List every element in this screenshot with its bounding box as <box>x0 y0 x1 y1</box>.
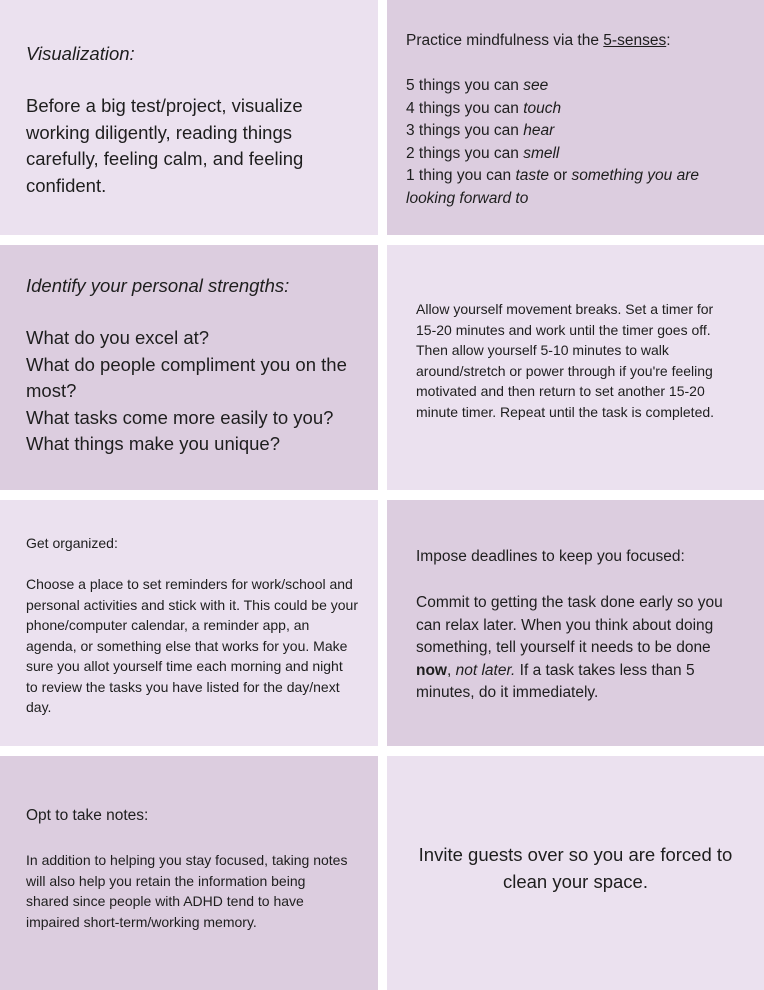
card-five-senses <box>387 0 764 235</box>
strength-question: What tasks come more easily to you? <box>26 406 334 428</box>
strength-question: What do you excel at? <box>26 327 210 348</box>
senses-list <box>406 75 752 210</box>
strength-question: What things make you unique? <box>26 433 281 454</box>
senses-item: 1 thing you can taste or something you are looking forward to <box>406 167 699 207</box>
notes-heading: Opt to take notes: <box>26 807 149 824</box>
senses-item: 4 things you can touch <box>406 99 562 117</box>
deadlines-heading: Impose deadlines to keep you focused: <box>416 548 685 565</box>
card-invite-guests <box>387 756 764 990</box>
five-senses-link: 5-senses <box>603 32 667 49</box>
guests-body: Invite guests over so you are forced to clean your space. <box>418 844 733 892</box>
card-movement-breaks <box>387 245 764 490</box>
notes-body: In addition to helping you stay focused, taking notes will also help you retain the information being shared since people with ADHD tend to have impaired short-term/working memory. <box>26 852 348 930</box>
visualization-heading: Visualization: <box>26 43 135 64</box>
senses-item: 5 things you can see <box>406 77 549 94</box>
emphasis-now: now <box>416 661 447 679</box>
organized-heading: Get organized: <box>26 535 118 551</box>
movement-body: Allow yourself movement breaks. Set a timer for 15-20 minutes and work until the timer goes off. Then allow yourself 5-10 minutes to walk around/stretch or power through if you're feeling motivated and then return to set another 15-20 minute timer. Repeat until the task is completed. <box>416 301 715 420</box>
card-deadlines <box>387 500 764 746</box>
strength-question: What do people compliment you on the most? <box>26 353 347 401</box>
card-take-notes <box>0 756 378 990</box>
organized-body: Choose a place to set reminders for work/school and personal activities and stick with it. This could be your phone/computer calendar, a reminder app, an agenda, or something else that works for you. Make sure you allot yourself time each morning and night to review the tasks you have listed for the day/next day. <box>26 576 359 715</box>
senses-item: 2 things you can smell <box>406 144 560 162</box>
strengths-questions <box>26 325 366 458</box>
card-get-organized <box>0 500 378 746</box>
senses-item: 3 things you can hear <box>406 122 555 139</box>
card-visualization <box>0 0 378 235</box>
senses-intro: Practice mindfulness via the 5-senses: <box>406 32 671 49</box>
deadlines-body: Commit to getting the task done early so you can relax later. When you think about doing something, tell yourself it needs to be done now, not later. If a task takes less than 5 minutes, do it immediately. <box>416 594 723 701</box>
visualization-body: Before a big test/project, visualize working diligently, reading things carefully, feeling calm, and feeling confident. <box>26 95 304 196</box>
strengths-heading: Identify your personal strengths: <box>26 275 290 296</box>
card-strengths <box>0 245 378 490</box>
